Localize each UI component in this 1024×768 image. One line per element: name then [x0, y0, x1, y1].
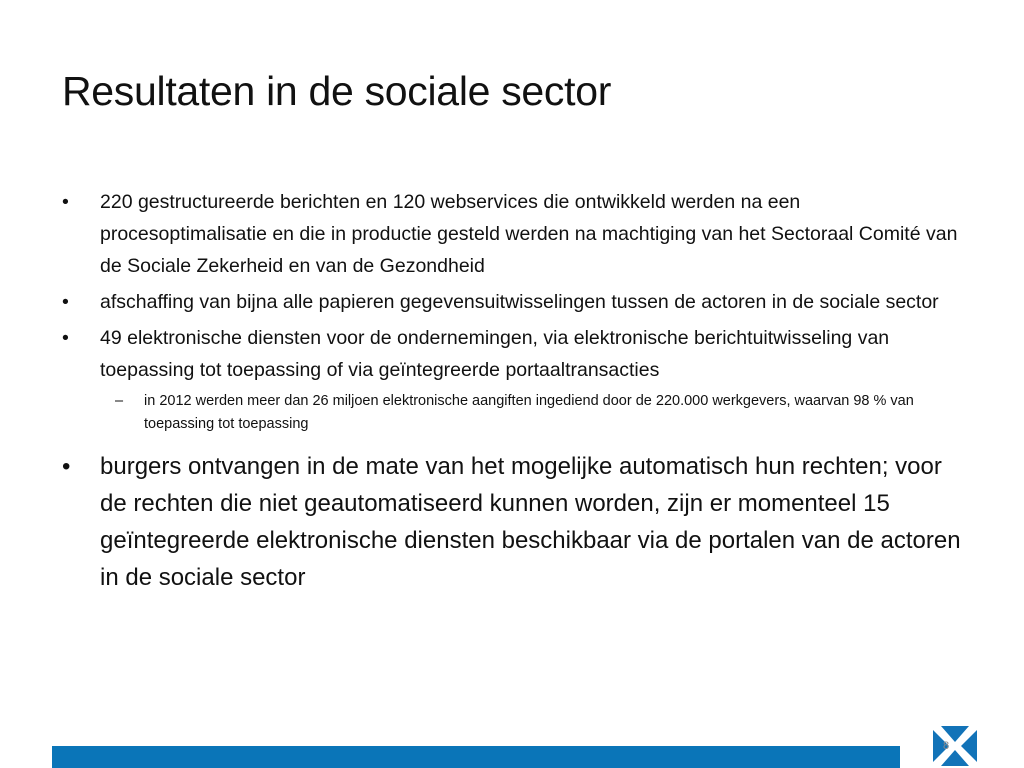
sub-bullet-marker: –	[115, 393, 124, 409]
sub-bullet-text: in 2012 werden meer dan 26 miljoen elektronische aangiften ingediend door de 220.000 werkgevers, waarvan 98 % van toepassing tot toepassing	[144, 393, 914, 432]
bullet-text: 220 gestructureerde berichten en 120 webservices die ontwikkeld werden na een procesoptimalisatie en die in productie gesteld werden na machtiging van het Sectoraal Comité van de Sociale Zekerheid en van de Gezondheid	[100, 191, 958, 277]
bullet-text: burgers ontvangen in de mate van het mogelijke automatisch hun rechten; voor de rechten die niet geautomatiseerd kunnen worden, zijn er momenteel 15 geïntegreerde elektronische diensten beschikbaar via de portalen van de actoren in de sociale sector	[100, 453, 961, 591]
bullet-list	[62, 186, 962, 600]
bullet-marker: •	[62, 291, 69, 313]
bullet-marker: •	[62, 453, 71, 480]
bullet-item	[62, 448, 962, 596]
slide-title: Resultaten in de sociale sector	[62, 68, 612, 114]
bullet-item	[62, 186, 962, 282]
bullet-text: afschaffing van bijna alle papieren gegevensuitwisselingen tussen de actoren in de sociale sector	[100, 291, 939, 313]
bullet-marker: •	[62, 191, 69, 213]
footer-bar	[52, 746, 900, 768]
sub-bullet-item	[62, 390, 962, 436]
page-number: 8	[943, 740, 950, 752]
bullet-item	[62, 322, 962, 386]
bullet-marker: •	[62, 327, 69, 349]
bullet-text: 49 elektronische diensten voor de ondernemingen, via elektronische berichtuitwisseling van toepassing tot toepassing of via geïntegreerde portaaltransacties	[100, 327, 890, 381]
bullet-item	[62, 286, 962, 318]
saltire-logo-icon	[933, 726, 977, 766]
